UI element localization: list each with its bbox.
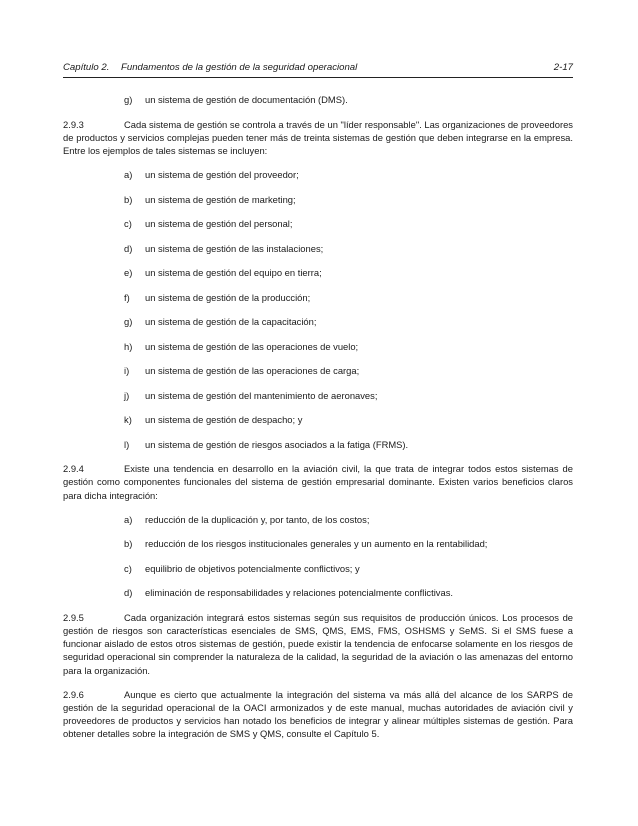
list-item-label: h) [124,340,133,352]
list-item [63,217,573,230]
list-item-text: un sistema de gestión de las operaciones de carga; [145,365,360,377]
list-item-text: un sistema de gestión de riesgos asociados a la fatiga (FRMS). [145,438,409,450]
list-item-text: un sistema de gestión de documentación (DMS). [145,94,348,105]
paragraph-2-9-4 [63,462,573,502]
list-item-label: b) [124,193,133,205]
list-item-label: b) [124,538,133,550]
list-item-label: a) [124,513,133,525]
list-item [63,438,573,451]
list-item [63,364,573,377]
list-item-label: e) [124,267,133,279]
list-item [63,193,573,206]
list-item-text: un sistema de gestión de las instalaciones; [145,242,324,254]
list-item [63,562,573,575]
list-item [63,513,573,526]
list-item-label: k) [124,414,132,426]
list-item-label: d) [124,587,133,599]
list-item-label: j) [124,389,130,401]
list-item [63,389,573,402]
list-item [63,93,573,106]
list-item-text: un sistema de gestión de despacho; y [145,414,303,426]
paragraph-text: Cada organización integrará estos sistemas según sus requisitos de producción únicos. Los procesos de gestión de riesgos son características esenciales de SMS, QMS, EMS, FMS, OSHSMS y SeMS. Si el SMS fuese a funcionar aislado de estos otros sistemas de gestión, puede existir la tendencia de enfocarse solamente en los riesgos de seguridad operacional sin comprender la naturaleza de la calidad, la seguridad de la aviación o las amenazas del entorno para la organización. [63,611,573,676]
paragraph-2-9-6 [63,688,573,741]
paragraph-number: 2.9.6 [63,688,84,700]
list-item-label: f) [124,291,130,303]
paragraph-2-9-5 [63,611,573,677]
list-item-text: un sistema de gestión de la capacitación; [145,316,317,328]
integration-benefits-list [63,513,573,600]
list-item-label: c) [124,218,132,230]
header-chapter: Capítulo 2. [63,62,110,73]
paragraph-text: Aunque es cierto que actualmente la integración del sistema va más allá del alcance de los SARPS de gestión de la seguridad operacional de la OACI armonizados y de este manual, muchas autoridades de aviación civil y proveedores de productos y servicios han notado los beneficios de integrar y alinear múltiples sistemas de gestión. Para obtener detalles sobre la integración de SMS y QMS, consulte el Capítulo 5. [63,688,573,740]
list-item [63,413,573,426]
list-item [63,315,573,328]
list-item-text: un sistema de gestión de la producción; [145,291,311,303]
list-item-text: un sistema de gestión de las operaciones de vuelo; [145,340,359,352]
paragraph-number: 2.9.5 [63,611,84,623]
list-item-label: d) [124,242,133,254]
list-item-text: un sistema de gestión del personal; [145,218,293,230]
page-body [63,93,573,752]
list-item-text: equilibrio de objetivos potencialmente conflictivos; y [145,562,360,574]
list-item-text: eliminación de responsabilidades y relaciones potencialmente conflictivas. [145,587,453,599]
list-item [63,168,573,181]
page-header [63,61,573,75]
system-examples-list [63,168,573,451]
list-item-text: un sistema de gestión de marketing; [145,193,296,205]
list-item-label: g) [124,316,133,328]
list-item [63,291,573,304]
list-item-label: g) [124,94,133,105]
header-title: Fundamentos de la gestión de la seguridad operacional [121,62,358,73]
list-item [63,242,573,255]
list-item-text: un sistema de gestión del equipo en tierra; [145,267,322,279]
list-item-label: l) [124,438,130,450]
list-item [63,340,573,353]
paragraph-2-9-3 [63,118,573,158]
list-item-label: a) [124,169,133,181]
list-item [63,537,573,550]
paragraph-text: Cada sistema de gestión se controla a través de un "líder responsable". Las organizaciones de proveedores de productos y servicios complejas pueden tener más de treinta sistemas de gestión que deben integrarse en la empresa. Entre los ejemplos de tales sistemas se incluyen: [63,118,573,156]
list-item [63,266,573,279]
paragraph-text: Existe una tendencia en desarrollo en la aviación civil, la que trata de integrar todos estos sistemas de gestión como componentes funcionales del sistema de gestión empresarial dominante. Existen varios beneficios claros para dicha integración: [63,463,573,501]
list-item-text: reducción de la duplicación y, por tanto, de los costos; [145,513,370,525]
list-item [63,586,573,599]
list-item-text: un sistema de gestión del proveedor; [145,169,299,181]
header-page-number: 2-17 [553,62,573,73]
list-item-text: un sistema de gestión del mantenimiento de aeronaves; [145,389,378,401]
list-item-label: c) [124,562,132,574]
list-item-text: reducción de los riesgos institucionales generales y un aumento en la rentabilidad; [145,538,488,550]
list-item-label: i) [124,365,130,377]
paragraph-number: 2.9.3 [63,118,84,130]
header-rule [63,77,573,78]
paragraph-number: 2.9.4 [63,463,84,475]
